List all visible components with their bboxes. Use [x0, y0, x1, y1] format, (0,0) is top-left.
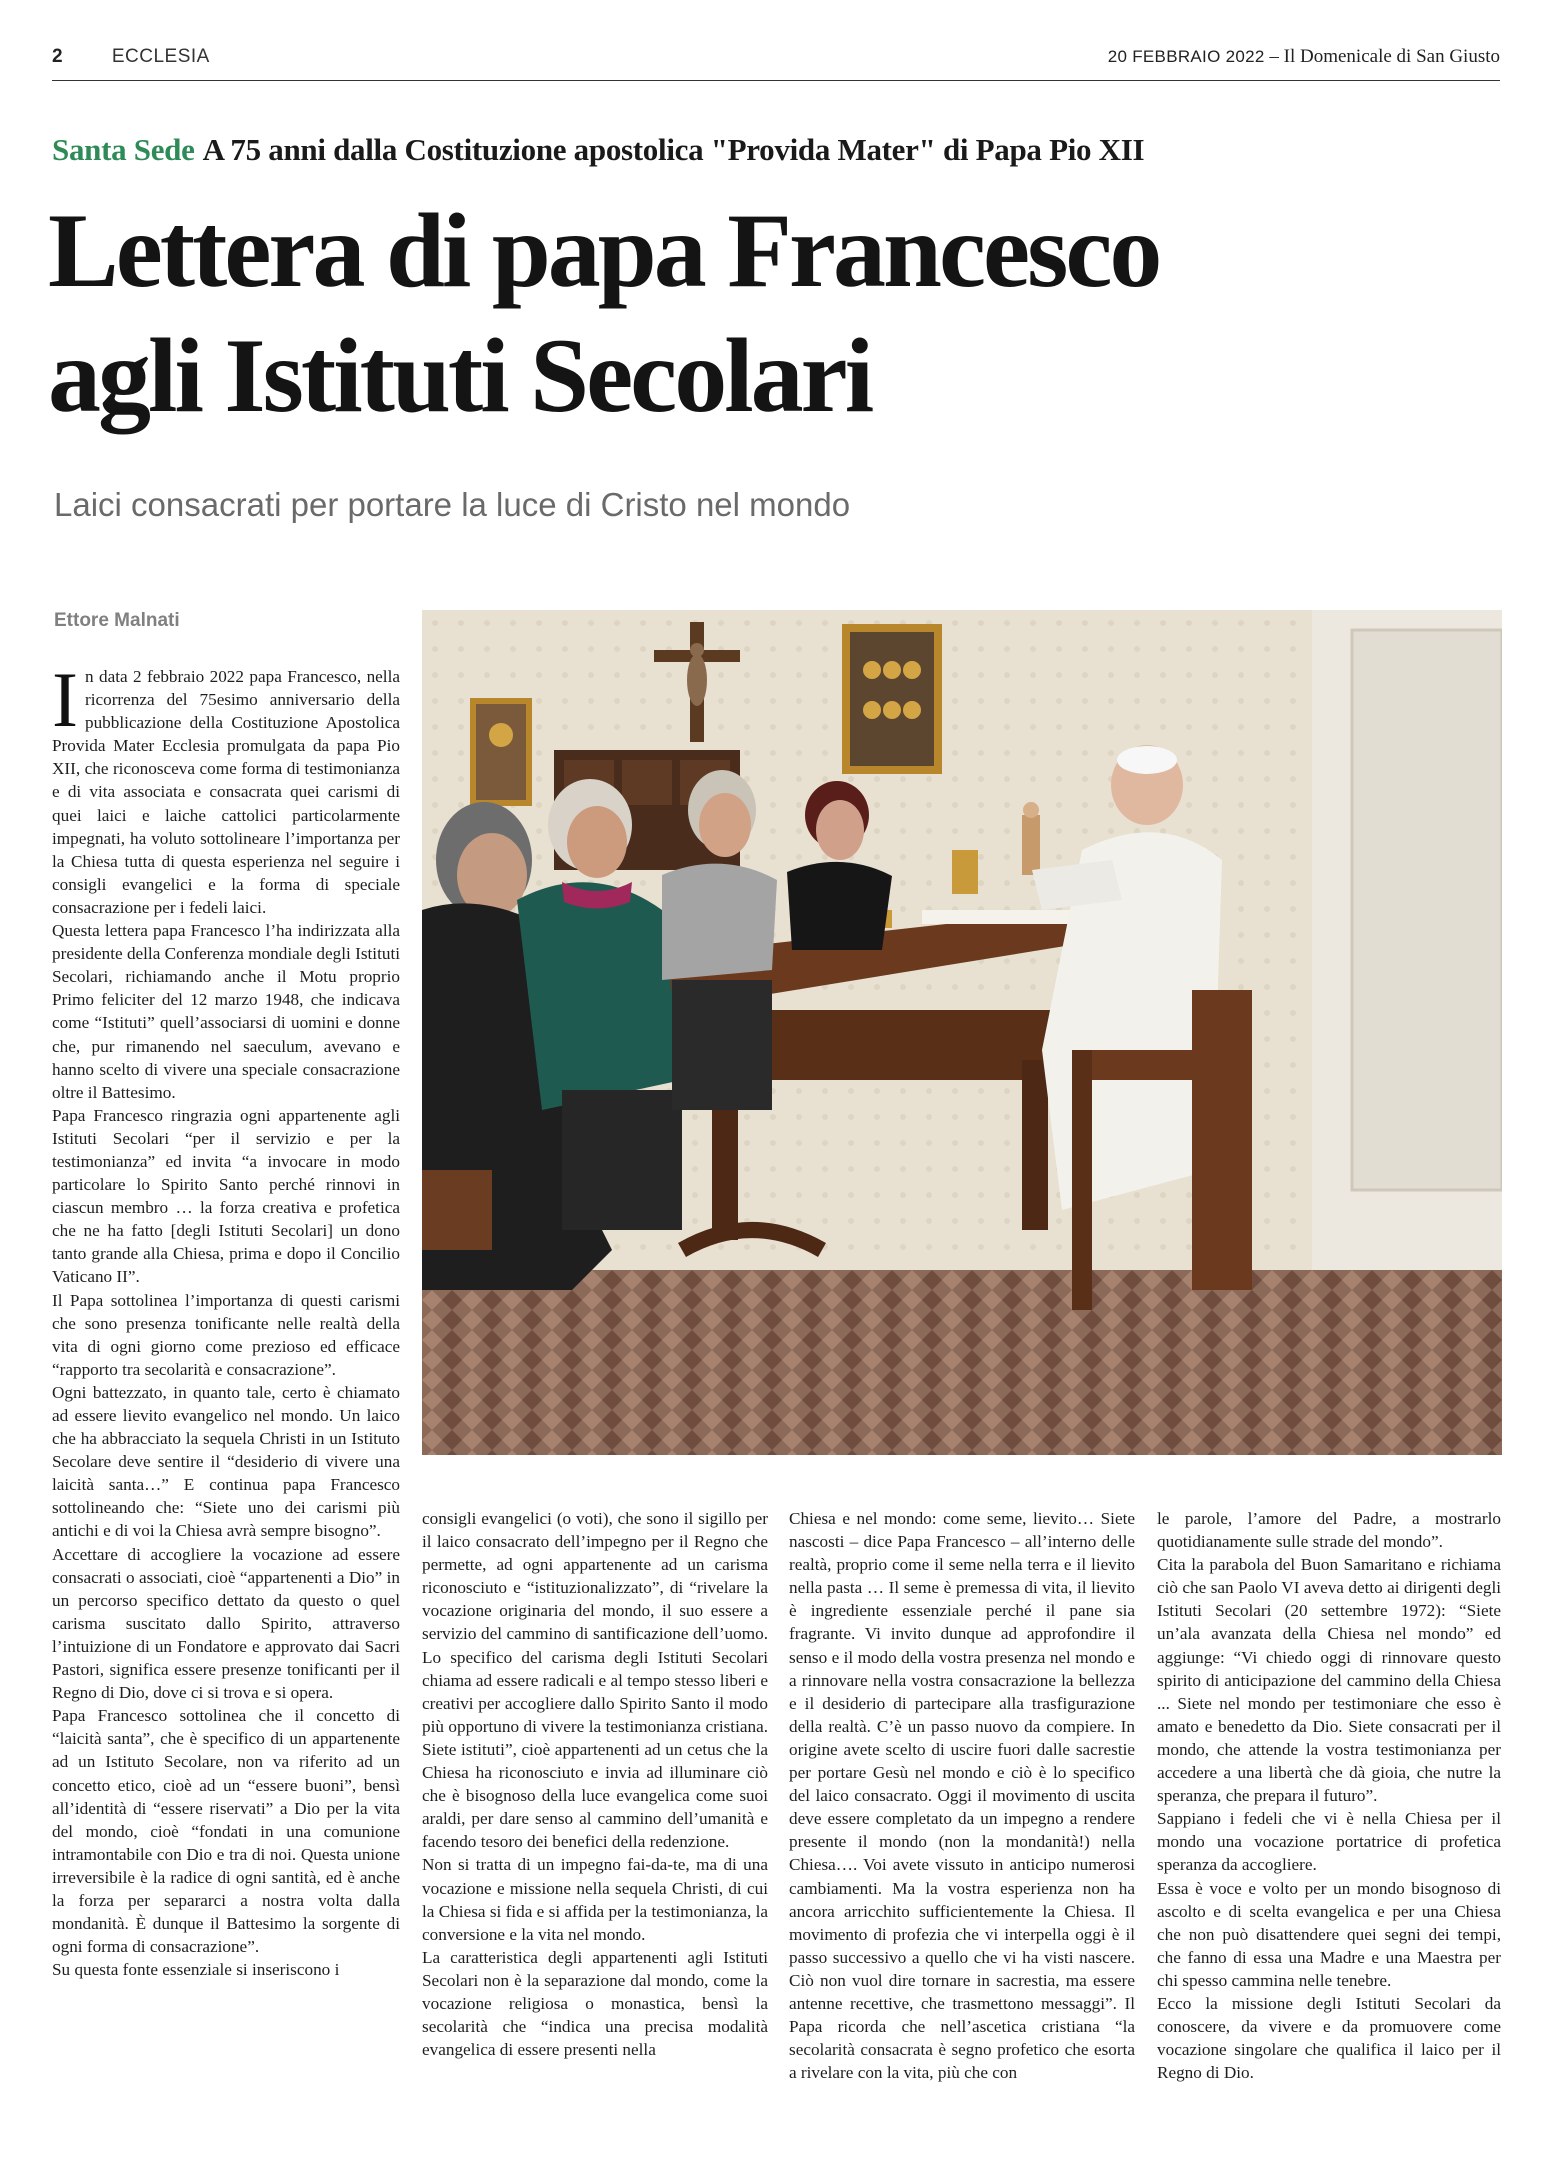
paragraph-text: n data 2 febbraio 2022 papa Francesco, nella ricorrenza del 75esimo anniversario della pubblicazione della Costituzione Apostolica Provida Mater Ecclesia promulgata da papa Pio XII, che riconosceva come forma di testimonianza e di vita associata e consacrata quei carismi di quei laici e laiche cattolici particolarmente impegnati, ha voluto sottolineare l’importanza per la Chiesa tutta di questa esperienza nel seguire i consigli evangelici e la forma di speciale consacrazione per i fedeli laici. [52, 667, 400, 917]
paragraph: Il Papa sottolinea l’importanza di questi carismi che sono presenza tonificante nelle realtà della vita di ogni giorno come prezioso ed efficace “rapporto tra secolarità e consacrazione”. [52, 1290, 400, 1379]
paragraph [52, 656, 400, 919]
chair-icon [422, 1170, 492, 1250]
header-left [52, 46, 210, 68]
body-column-4 [1157, 1507, 1501, 2084]
paragraph: Papa Francesco sottolinea che il concetto di “laicità santa”, che è specifico di un appartenente ad un Istituto Secolare, non va riferito ad un concetto etico, cioè ad un “essere buoni”, bensì all’identità di “essere riservati” a Dio per la vita del mondo, cioè “fondati in una comunione intramontabile con Dio e tra di noi. Questa unione irreversibile è la radice di ogni santità, ed è anche la forza per separarci a nostra volta dalla mondanità. È dunque il Battesimo la sorgente di ogni forma di consacrazione”. [52, 1706, 400, 1957]
paragraph: Non si tratta di un impegno fai-da-te, ma di una vocazione e missione nella sequela Christi, di cui la Chiesa si fida e si affida per la testimonianza, la conversione e la vita nel mondo. [422, 1855, 768, 1944]
kicker [52, 132, 1144, 168]
header-separator: – [1264, 46, 1284, 67]
body-column-2 [422, 1507, 768, 2061]
paragraph: Ogni battezzato, in quanto tale, certo è chiamato ad essere lievito evangelico nel mondo. Un laico che ha abbracciato la sequela Christi in un Istituto Secolare deve sentire il “desiderio di vivere una laicità santa…” E continua papa Francesco sottolineando che: “Siete uno dei carismi più antichi e di voi la Chiesa avrà sempre bisogno”. [52, 1382, 400, 1541]
clock-icon [952, 850, 978, 894]
headline-line-2: agli Istituti Secolari [48, 317, 872, 434]
paragraph: Questa lettera papa Francesco l’ha indirizzata alla presidente della Conferenza mondiale degli Istituti Secolari, richiamando anche il Motu proprio Primo feliciter del 12 marzo 1948, che indicava come “Istituti” quell’associarsi di uomini e donne che, pur rimanendo nel saeculum, avevano e hanno scelto di vivere una speciale consacrazione oltre il Battesimo. [52, 921, 400, 1102]
paragraph: Su questa fonte essenziale si inseriscono i [52, 1960, 340, 1980]
paragraph: consigli evangelici (o voti), che sono il sigillo per il laico consacrato dell’impegno per il Regno che permette, ad ogni appartenente ad un carisma riconosciuto e “istituzionalizzato”, di “rivelare la vocazione originaria del mondo, il suo essere a servizio del cammino di santificazione dell’uomo. Lo specifico del carisma degli Istituti Secolari chiama ad essere radicali e al tempo stesso liberi e creativi per accogliere dallo Spirito Santo il modo più opportuno di vivere la testimonianza cristiana. Siete istituti”, cioè appartenenti ad un cetus che la Chiesa ha riconosciuto e invia ad illuminare ciò che è bisognoso della luce evangelica come suoi araldi, per dare senso al cammino dell’umanità e facendo tesoro dei benefici della redenzione. [422, 1509, 768, 1852]
header-rule [52, 80, 1500, 81]
header-right [1108, 46, 1500, 68]
drop-cap: I [52, 656, 78, 743]
paragraph: Sappiano i fedeli che vi è nella Chiesa per il mondo una vocazione portatrice di profetica speranza da accogliere. [1157, 1809, 1501, 1875]
painting-left-icon [470, 698, 532, 806]
chair-icon [1072, 1050, 1092, 1310]
author-byline: Ettore Malnati [54, 610, 180, 631]
kicker-text: A 75 anni dalla Costituzione apostolica "Provida Mater" di Papa Pio XII [202, 132, 1145, 167]
meeting-photo [422, 610, 1502, 1455]
article-photo [422, 610, 1502, 1455]
headline [48, 188, 1518, 438]
paragraph: Accettare di accogliere la vocazione ad essere consacrati o associati, cioè “appartenenti a Dio” in un percorso specifico dettato da questo o quel carisma suscitato dallo Spirito, attraverso l’intuizione di un Fondatore e approvato dai Sacri Pastori, significa essere presenze tonificanti per il Regno di Dio, dove ci si trova e si opera. [52, 1544, 400, 1703]
paragraph: Papa Francesco ringrazia ogni appartenente agli Istituti Secolari “per il servizio e per la testimonianza” ed invita “a invocare in modo particolare lo Spirito Santo perché rinnovi in ciascun membro … la forza creativa e profetica che ne ha fatto [degli Istituti Secolari] un dono tanto grande alla Chiesa, prima e dopo il Concilio Vaticano II”. [52, 1105, 400, 1287]
section-name: ECCLESIA [111, 46, 210, 67]
body-column-3 [789, 1507, 1135, 2084]
headline-line-1: Lettera di papa Francesco [48, 192, 1160, 309]
publication-name: Il Domenicale di San Giusto [1283, 46, 1500, 67]
painting-triptych-icon [842, 624, 942, 774]
kicker-tag: Santa Sede [52, 132, 195, 167]
paragraph: Chiesa e nel mondo: come seme, lievito… Siete nascosti – dice Papa Francesco – all’interno delle realtà, proprio come il seme nella terra e il lievito nella pasta … Il seme è premessa di vita, il lievito è ingrediente essenziale perché il pane sia fragrante. Vi invito dunque ad approfondire il senso e il modo della vostra presenza nel mondo e a rinnovare nella vostra consacrazione la bellezza e il desiderio di partecipare alla trasfigurazione della realtà. C’è un passo nuovo da compiere. In origine avete scelto di uscire fuori dalle sacrestie per portare Gesù nel mondo e ciò è lo specifico del laico consacrato. Oggi il movimento di uscita deve essere completato da un impegno a rendere presente il mondo (non la mondanità!) nella Chiesa…. Voi avete vissuto in anticipo numerosi cambiamenti. Ma la vostra esperienza non ha ancora arricchito sufficientemente la Chiesa. Il movimento di profezia che vi interpella oggi è il passo successivo a quello che vi ha visti nascere. Ciò non vuol dire tornare in sacrestia, ma essere antenne recettive, che trasmettono messaggi”. Il Papa ricorda che nell’ascetica cristiana “la secolarità consacrata è segno profetico che esorta a rivelare con la vita, più che con [789, 1509, 1135, 2083]
issue-date: 20 FEBBRAIO 2022 [1107, 47, 1265, 66]
paragraph: le parole, l’amore del Padre, a mostrarlo quotidianamente sulle strade del mondo”. [1157, 1509, 1501, 1552]
paragraph: Ecco la missione degli Istituti Secolari da conoscere, da vivere e da promuovere come vocazione singolare che qualifica il laico per il Regno di Dio. [1157, 1993, 1501, 2083]
paragraph: La caratteristica degli appartenenti agli Istituti Secolari non è la separazione dal mondo, come la vocazione religiosa o monastica, bensì la secolarità che “indica una precisa modalità evangelica di essere presenti nella [422, 1947, 768, 2060]
subtitle: Laici consacrati per portare la luce di Cristo nel mondo [54, 486, 851, 523]
body-column-1 [52, 656, 400, 1981]
statue-icon [1022, 802, 1040, 875]
page-number: 2 [52, 46, 63, 67]
paragraph: Essa è voce e volto per un mondo bisognoso di ascolto e di scelta evangelica e per una Chiesa che non può disattendere quei segni dei tempi, che fanno di essa una Madre e una Maestra per chi spesso cammina nelle tenebre. [1157, 1878, 1501, 1990]
paragraph: Cita la parabola del Buon Samaritano e richiama ciò che san Paolo VI aveva detto ai dirigenti degli Istituti Secolari (20 settembre 1972): “Siete un’ala avanzata della Chiesa nel mondo” ed aggiunge: “Vi chiedo oggi di rinnovare questo spirito di anticipazione del cammino della Chiesa ... Siete nel mondo per testimoniare che esso è amato e benedetto da Dio. Siete consacrati per il mondo, che attende la vostra testimonianza per accedere a una libertà che dà gioia, che nutre la speranza, che prepara il futuro”. [1157, 1555, 1501, 1806]
